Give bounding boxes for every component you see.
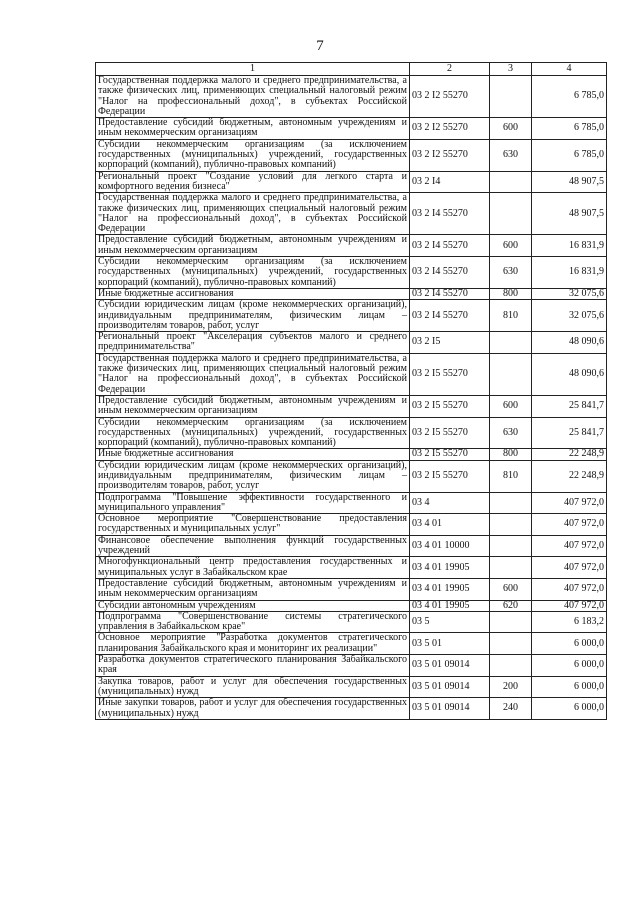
row-amount-cell: 407 972,0 — [532, 578, 607, 600]
row-expense-type-cell: 620 — [490, 600, 532, 611]
table-row — [96, 353, 607, 395]
row-name-cell: Иные бюджетные ассигнования — [96, 449, 410, 460]
row-name-cell: Субсидии юридическим лицам (кроме некоммерческих организаций), индивидуальным предпринимателям, физическим лицам – производителям товаров, работ, услуг — [96, 300, 410, 332]
row-code-cell: 03 5 01 — [410, 633, 490, 655]
row-amount-cell: 407 972,0 — [532, 492, 607, 514]
row-amount-cell: 6 785,0 — [532, 139, 607, 171]
row-name-cell: Государственная поддержка малого и среднего предпринимательства, а также физических лиц, применяющих специальный налоговый режим "Налог на профессиональный доход", в субъектах Российской Федерации — [96, 76, 410, 118]
row-amount-cell: 16 831,9 — [532, 235, 607, 257]
row-name-cell: Подпрограмма "Совершенствование системы стратегического управления в Забайкальском крае" — [96, 611, 410, 633]
row-name-cell: Государственная поддержка малого и среднего предпринимательства, а также физических лиц, применяющих специальный налоговый режим "Налог на профессиональный доход", в субъектах Российской Федерации — [96, 193, 410, 235]
row-expense-type-cell: 800 — [490, 449, 532, 460]
row-expense-type-cell: 810 — [490, 460, 532, 492]
row-name-cell: Многофункциональный центр предоставления государственных и муниципальных услуг в Забайкальском крае — [96, 557, 410, 579]
row-expense-type-cell: 630 — [490, 257, 532, 289]
row-amount-cell: 6 000,0 — [532, 676, 607, 698]
table-row — [96, 676, 607, 698]
row-name-cell: Региональный проект "Создание условий для легкого старта и комфортного ведения бизнеса" — [96, 171, 410, 193]
table-row — [96, 535, 607, 557]
row-name-cell: Основное мероприятие "Разработка документов стратегического планирования Забайкальского края и мониторинг их реализации" — [96, 633, 410, 655]
row-name-cell: Субсидии некоммерческим организациям (за исключением государственных (муниципальных) учреждений, государственных корпораций (компаний), публично-правовых компаний) — [96, 257, 410, 289]
row-amount-cell: 407 972,0 — [532, 514, 607, 536]
row-name-cell: Региональный проект "Акселерация субъектов малого и среднего предпринимательства" — [96, 332, 410, 354]
table-row — [96, 578, 607, 600]
row-code-cell: 03 5 — [410, 611, 490, 633]
header-row — [96, 63, 607, 76]
row-expense-type-cell — [490, 193, 532, 235]
row-code-cell: 03 4 01 19905 — [410, 578, 490, 600]
table-row — [96, 417, 607, 449]
row-expense-type-cell: 200 — [490, 676, 532, 698]
table-row — [96, 492, 607, 514]
table-row — [96, 118, 607, 140]
header-cell-code: 2 — [410, 63, 490, 76]
header-cell-amount: 4 — [532, 63, 607, 76]
row-name-cell: Предоставление субсидий бюджетным, автономным учреждениям и иным некоммерческим организациям — [96, 395, 410, 417]
row-amount-cell: 16 831,9 — [532, 257, 607, 289]
row-expense-type-cell — [490, 611, 532, 633]
row-code-cell: 03 2 I4 — [410, 171, 490, 193]
row-expense-type-cell: 800 — [490, 288, 532, 299]
row-amount-cell: 6 000,0 — [532, 633, 607, 655]
table-row — [96, 332, 607, 354]
row-name-cell: Иные бюджетные ассигнования — [96, 288, 410, 299]
row-expense-type-cell — [490, 655, 532, 677]
row-code-cell: 03 4 01 — [410, 514, 490, 536]
row-name-cell: Закупка товаров, работ и услуг для обеспечения государственных (муниципальных) нужд — [96, 676, 410, 698]
row-amount-cell: 6 785,0 — [532, 118, 607, 140]
table-row — [96, 139, 607, 171]
table-row — [96, 257, 607, 289]
row-code-cell: 03 2 I5 55270 — [410, 449, 490, 460]
row-amount-cell: 48 907,5 — [532, 171, 607, 193]
row-amount-cell: 6 000,0 — [532, 655, 607, 677]
row-amount-cell: 407 972,0 — [532, 557, 607, 579]
row-code-cell: 03 5 01 09014 — [410, 676, 490, 698]
row-amount-cell: 32 075,6 — [532, 288, 607, 299]
table-row — [96, 449, 607, 460]
row-expense-type-cell — [490, 332, 532, 354]
table-row — [96, 288, 607, 299]
table-row — [96, 193, 607, 235]
row-name-cell: Субсидии некоммерческим организациям (за исключением государственных (муниципальных) учреждений, государственных корпораций (компаний), публично-правовых компаний) — [96, 417, 410, 449]
row-expense-type-cell: 600 — [490, 235, 532, 257]
page-number: 7 — [316, 38, 324, 54]
row-amount-cell: 6 183,2 — [532, 611, 607, 633]
table-row — [96, 514, 607, 536]
row-expense-type-cell: 630 — [490, 417, 532, 449]
row-code-cell: 03 2 I4 55270 — [410, 300, 490, 332]
row-expense-type-cell: 600 — [490, 395, 532, 417]
row-expense-type-cell — [490, 353, 532, 395]
row-code-cell: 03 2 I4 55270 — [410, 235, 490, 257]
table-row — [96, 611, 607, 633]
row-code-cell: 03 2 I5 55270 — [410, 460, 490, 492]
row-expense-type-cell: 240 — [490, 698, 532, 720]
row-amount-cell: 48 090,6 — [532, 332, 607, 354]
row-name-cell: Государственная поддержка малого и среднего предпринимательства, а также физических лиц, применяющих специальный налоговый режим "Налог на профессиональный доход", в субъектах Российской Федерации — [96, 353, 410, 395]
row-code-cell: 03 2 I5 55270 — [410, 417, 490, 449]
row-name-cell: Предоставление субсидий бюджетным, автономным учреждениям и иным некоммерческим организациям — [96, 235, 410, 257]
table-row — [96, 300, 607, 332]
row-expense-type-cell — [490, 76, 532, 118]
table-row — [96, 76, 607, 118]
row-code-cell: 03 5 01 09014 — [410, 655, 490, 677]
row-code-cell: 03 2 I5 — [410, 332, 490, 354]
row-code-cell: 03 2 I4 55270 — [410, 257, 490, 289]
table-row — [96, 235, 607, 257]
row-code-cell: 03 4 — [410, 492, 490, 514]
row-code-cell: 03 2 I5 55270 — [410, 353, 490, 395]
row-name-cell: Финансовое обеспечение выполнения функций государственных учреждений — [96, 535, 410, 557]
budget-table — [95, 62, 607, 720]
table-row — [96, 633, 607, 655]
row-code-cell: 03 4 01 10000 — [410, 535, 490, 557]
table-row — [96, 395, 607, 417]
row-amount-cell: 48 907,5 — [532, 193, 607, 235]
row-amount-cell: 25 841,7 — [532, 395, 607, 417]
row-expense-type-cell: 600 — [490, 578, 532, 600]
row-code-cell: 03 2 I4 55270 — [410, 288, 490, 299]
row-amount-cell: 407 972,0 — [532, 535, 607, 557]
table-row — [96, 171, 607, 193]
row-expense-type-cell: 810 — [490, 300, 532, 332]
row-expense-type-cell: 600 — [490, 118, 532, 140]
row-name-cell: Предоставление субсидий бюджетным, автономным учреждениям и иным некоммерческим организациям — [96, 578, 410, 600]
row-expense-type-cell — [490, 171, 532, 193]
row-name-cell: Субсидии юридическим лицам (кроме некоммерческих организаций), индивидуальным предпринимателям, физическим лицам – производителям товаров, работ, услуг — [96, 460, 410, 492]
row-code-cell: 03 4 01 19905 — [410, 557, 490, 579]
row-name-cell: Иные закупки товаров, работ и услуг для обеспечения государственных (муниципальных) нужд — [96, 698, 410, 720]
row-expense-type-cell — [490, 514, 532, 536]
row-name-cell: Предоставление субсидий бюджетным, автономным учреждениям и иным некоммерческим организациям — [96, 118, 410, 140]
table-row — [96, 600, 607, 611]
table-row — [96, 655, 607, 677]
row-code-cell: 03 4 01 19905 — [410, 600, 490, 611]
row-expense-type-cell — [490, 535, 532, 557]
table-row — [96, 698, 607, 720]
row-name-cell: Субсидии автономным учреждениям — [96, 600, 410, 611]
row-amount-cell: 22 248,9 — [532, 460, 607, 492]
row-amount-cell: 6 000,0 — [532, 698, 607, 720]
row-amount-cell: 6 785,0 — [532, 76, 607, 118]
row-name-cell: Разработка документов стратегического планирования Забайкальского края — [96, 655, 410, 677]
row-amount-cell: 32 075,6 — [532, 300, 607, 332]
row-code-cell: 03 2 I5 55270 — [410, 395, 490, 417]
row-amount-cell: 22 248,9 — [532, 449, 607, 460]
header-cell-name: 1 — [96, 63, 410, 76]
row-amount-cell: 407 972,0 — [532, 600, 607, 611]
row-code-cell: 03 2 I2 55270 — [410, 139, 490, 171]
table-row — [96, 460, 607, 492]
row-expense-type-cell: 630 — [490, 139, 532, 171]
row-expense-type-cell — [490, 633, 532, 655]
row-amount-cell: 48 090,6 — [532, 353, 607, 395]
row-name-cell: Основное мероприятие "Совершенствование предоставления государственных и муниципальных услуг" — [96, 514, 410, 536]
budget-table-body — [96, 63, 607, 720]
row-code-cell: 03 2 I4 55270 — [410, 193, 490, 235]
row-code-cell: 03 5 01 09014 — [410, 698, 490, 720]
table-row — [96, 557, 607, 579]
row-amount-cell: 25 841,7 — [532, 417, 607, 449]
row-name-cell: Подпрограмма "Повышение эффективности государственного и муниципального управления" — [96, 492, 410, 514]
header-cell-expense-type: 3 — [490, 63, 532, 76]
row-code-cell: 03 2 I2 55270 — [410, 76, 490, 118]
row-code-cell: 03 2 I2 55270 — [410, 118, 490, 140]
row-expense-type-cell — [490, 557, 532, 579]
row-name-cell: Субсидии некоммерческим организациям (за исключением государственных (муниципальных) учреждений, государственных корпораций (компаний), публично-правовых компаний) — [96, 139, 410, 171]
row-expense-type-cell — [490, 492, 532, 514]
